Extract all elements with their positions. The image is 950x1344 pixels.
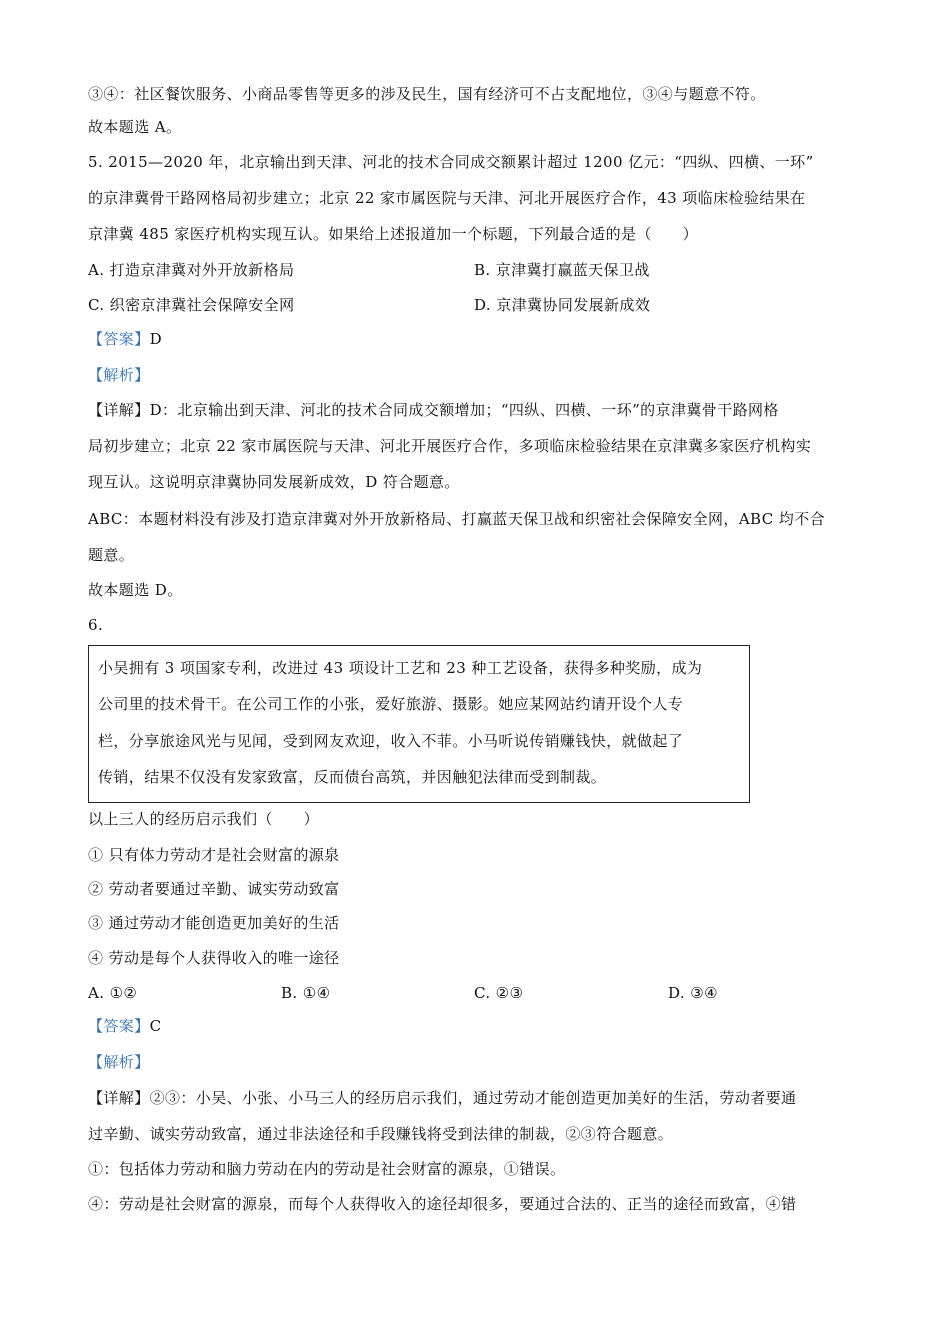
- q6-item-2: ② 劳动者要通过辛勤、诚实劳动致富: [88, 880, 340, 898]
- analysis-tag: 【解析】: [88, 366, 150, 384]
- q6-item-4: ④ 劳动是每个人获得收入的唯一途径: [88, 949, 340, 967]
- q5-option-a: A. 打造京津冀对外开放新格局: [88, 261, 295, 279]
- q6-detail: [88, 1088, 796, 1108]
- q5-stem: 的京津冀骨干路网格局初步建立；北京 22 家市属医院与天津、河北开展医疗合作，43 项临床检验结果在: [88, 189, 806, 207]
- q5-detail: [88, 400, 779, 420]
- q6-answer: [88, 1016, 162, 1036]
- q6-item-3: ③ 通过劳动才能创造更加美好的生活: [88, 914, 340, 932]
- intro-line: ③④：社区餐饮服务、小商品零售等更多的涉及民生，国有经济可不占支配地位，③④与题意不符。: [88, 85, 766, 103]
- q6-option-c: C. ②③: [474, 984, 524, 1002]
- material-line: 传销，结果不仅没有发家致富，反而债台高筑，并因触犯法律而受到制裁。: [98, 768, 607, 786]
- q6-number: 6.: [88, 616, 104, 634]
- q6-detail: ①：包括体力劳动和脑力劳动在内的劳动是社会财富的源泉，①错误。: [88, 1160, 566, 1178]
- detail-tag: 【详解】: [88, 401, 150, 419]
- answer-value: D: [149, 330, 163, 348]
- q6-option-d: D. ③④: [668, 984, 718, 1002]
- q6-detail: ④：劳动是社会财富的源泉，而每个人获得收入的途径却很多，要通过合法的、正当的途径而致富，④错: [88, 1195, 797, 1213]
- q5-detail: ABC：本题材料没有涉及打造京津冀对外开放新格局、打赢蓝天保卫战和织密社会保障安全网，ABC 均不合: [88, 510, 825, 528]
- q5-answer: [88, 329, 162, 349]
- answer-tag: 【答案】: [88, 1017, 150, 1035]
- q6-stem: 以上三人的经历启示我们（ ）: [88, 810, 320, 828]
- q6-analysis: [88, 1052, 150, 1072]
- detail-text: ②③：小吴、小张、小马三人的经历启示我们，通过劳动才能创造更加美好的生活，劳动者要通: [149, 1089, 797, 1107]
- q5-detail: 局初步建立；北京 22 家市属医院与天津、河北开展医疗合作，多项临床检验结果在京津冀多家医疗机构实: [88, 437, 812, 455]
- q6-material-box: [88, 645, 750, 803]
- q5-option-c: C. 织密京津冀社会保障安全网: [88, 296, 295, 314]
- q5-analysis: [88, 365, 150, 385]
- answer-tag: 【答案】: [88, 330, 150, 348]
- q6-detail: 过辛勤、诚实劳动致富，通过非法途径和手段赚钱将受到法律的制裁，②③符合题意。: [88, 1125, 674, 1143]
- material-line: 小吴拥有 3 项国家专利，改进过 43 项设计工艺和 23 种工艺设备，获得多种奖励，成为: [98, 659, 703, 677]
- intro-conclusion: 故本题选 A。: [88, 118, 182, 136]
- material-line: 栏，分享旅途风光与见闻，受到网友欢迎，收入不菲。小马听说传销赚钱快，就做起了: [98, 732, 684, 750]
- q5-detail: 现互认。这说明京津冀协同发展新成效，D 符合题意。: [88, 473, 460, 491]
- analysis-tag: 【解析】: [88, 1053, 150, 1071]
- q5-detail: 题意。: [88, 546, 135, 564]
- detail-tag: 【详解】: [88, 1089, 150, 1107]
- q5-option-d: D. 京津冀协同发展新成效: [474, 296, 651, 314]
- q6-option-a: A. ①②: [88, 984, 138, 1002]
- answer-value: C: [149, 1017, 162, 1035]
- q5-stem: 5. 2015—2020 年，北京输出到天津、河北的技术合同成交额累计超过 1200 亿元：“四纵、四横、一环”: [88, 153, 814, 171]
- q5-stem: 京津冀 485 家医疗机构实现互认。如果给上述报道加一个标题，下列最合适的是（ ）: [88, 225, 698, 243]
- q5-option-b: B. 京津冀打赢蓝天保卫战: [474, 261, 650, 279]
- q5-conclusion: 故本题选 D。: [88, 581, 183, 599]
- material-line: 公司里的技术骨干。在公司工作的小张，爱好旅游、摄影。她应某网站约请开设个人专: [98, 695, 684, 713]
- detail-text: D：北京输出到天津、河北的技术合同成交额增加；“四纵、四横、一环”的京津冀骨干路网格: [149, 401, 779, 419]
- q6-item-1: ① 只有体力劳动才是社会财富的源泉: [88, 846, 340, 864]
- q6-option-b: B. ①④: [281, 984, 331, 1002]
